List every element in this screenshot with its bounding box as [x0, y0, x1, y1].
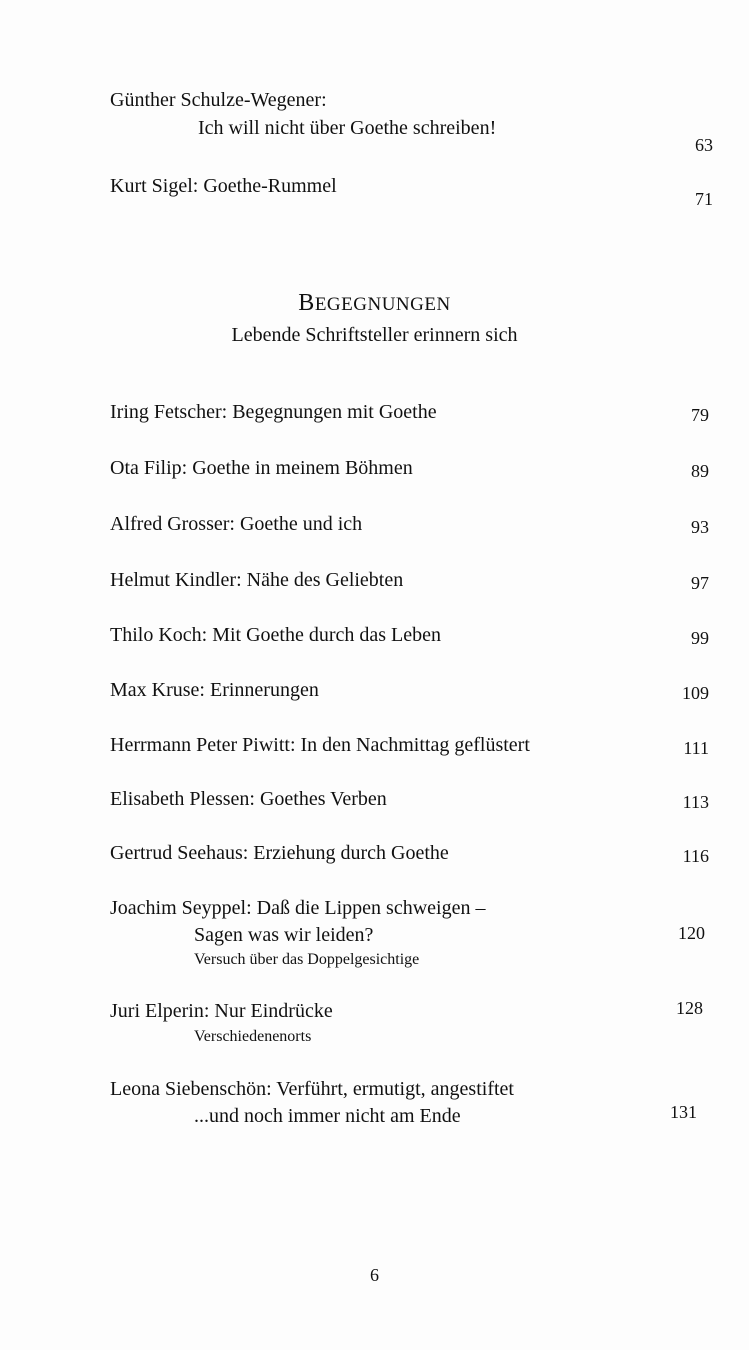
toc-entry: Juri Elperin: Nur Eindrücke: [110, 1000, 333, 1022]
toc-entry: Leona Siebenschön: Verführt, ermutigt, angestiftet: [110, 1078, 514, 1100]
toc-entry-title: Ich will nicht über Goethe schreiben!: [198, 117, 497, 139]
toc-entry: Kurt Sigel: Goethe-Rummel: [110, 175, 337, 197]
section-title: [0, 288, 749, 320]
toc-page-number: 128: [676, 998, 703, 1018]
toc-entry: Ota Filip: Goethe in meinem Böhmen: [110, 457, 413, 479]
toc-page-number: 113: [682, 792, 709, 812]
toc-page-number: 79: [691, 405, 709, 425]
toc-page-number: 120: [678, 923, 705, 943]
toc-entry-continuation: ...und noch immer nicht am Ende: [194, 1105, 461, 1127]
toc-page-number: 99: [691, 628, 709, 648]
section-title-initial: B: [298, 290, 315, 316]
toc-page-number: 63: [695, 135, 713, 155]
toc-page-number: 93: [691, 517, 709, 537]
toc-entry: Helmut Kindler: Nähe des Geliebten: [110, 569, 404, 591]
section-subtitle: Lebende Schriftsteller erinnern sich: [231, 324, 518, 346]
page-number: 6: [370, 1265, 379, 1285]
toc-entry: Joachim Seyppel: Daß die Lippen schweigen –: [110, 897, 486, 919]
toc-page-number: 109: [682, 683, 709, 703]
toc-entry-subtitle: Verschiedenenorts: [194, 1028, 312, 1045]
toc-entry-continuation: Sagen was wir leiden?: [194, 924, 374, 946]
toc-page-number: 97: [691, 573, 709, 593]
section-title-rest: EGEGNUNGEN: [314, 294, 451, 315]
toc-entry: Thilo Koch: Mit Goethe durch das Leben: [110, 624, 442, 646]
toc-entry: Iring Fetscher: Begegnungen mit Goethe: [110, 401, 437, 423]
toc-page-number: 89: [691, 461, 709, 481]
toc-entry: Alfred Grosser: Goethe und ich: [110, 513, 363, 535]
toc-entry: Herrmann Peter Piwitt: In den Nachmittag geflüstert: [110, 734, 530, 756]
toc-page-number: 116: [682, 846, 709, 866]
toc-entry: Elisabeth Plessen: Goethes Verben: [110, 788, 387, 810]
toc-page-number: 71: [695, 189, 713, 209]
toc-page-number: 131: [670, 1102, 697, 1122]
toc-entry-subtitle: Versuch über das Doppelgesichtige: [194, 951, 420, 968]
toc-entry: Max Kruse: Erinnerungen: [110, 679, 319, 701]
toc-entry-author: Günther Schulze-Wegener:: [110, 89, 327, 111]
toc-page-number: 111: [683, 738, 709, 758]
toc-entry: Gertrud Seehaus: Erziehung durch Goethe: [110, 842, 449, 864]
